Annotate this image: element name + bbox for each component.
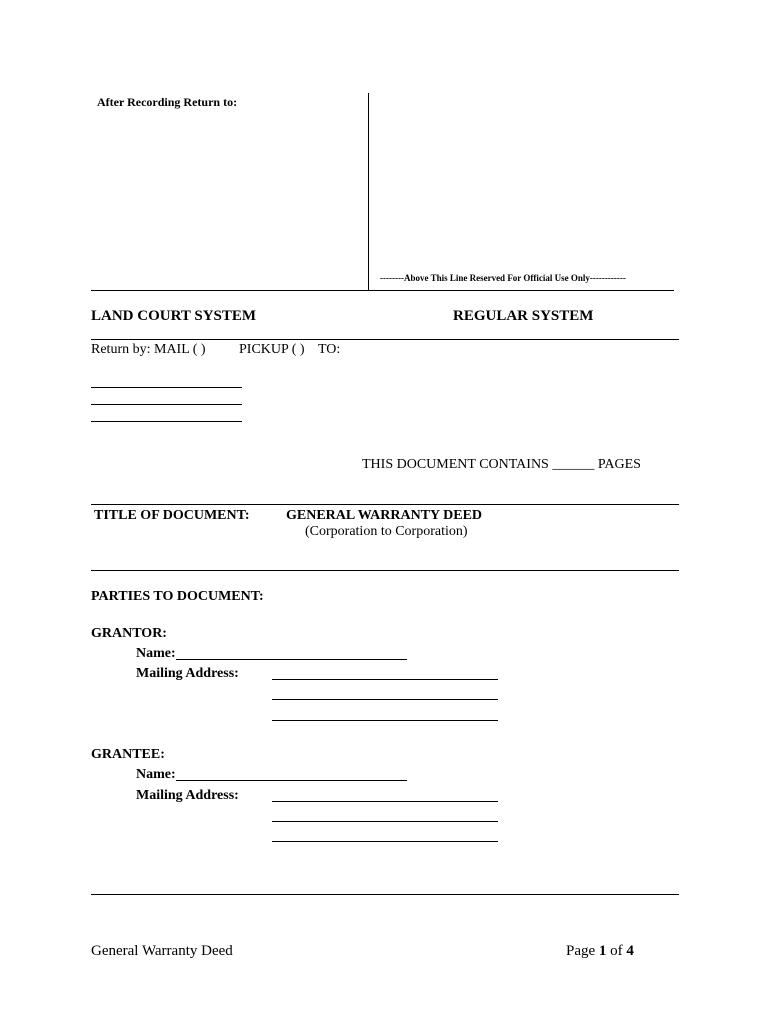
title-bottom-divider [91,570,679,571]
systems-divider [91,339,679,340]
parties-bottom-divider [91,894,679,895]
document-title: GENERAL WARRANTY DEED [286,508,483,523]
parties-heading: PARTIES TO DOCUMENT: [91,589,264,604]
return-by-pickup-label: PICKUP ( ) [239,342,305,357]
page-of: of [610,943,623,959]
grantor-address-line-3[interactable] [272,720,498,721]
footer-document-title: General Warranty Deed [91,943,233,959]
after-recording-return-label: After Recording Return to: [97,95,238,109]
recording-box-divider [368,93,369,290]
grantor-name-label: Name: [136,646,176,661]
grantee-name-label: Name: [136,767,176,782]
document-page-count-line: THIS DOCUMENT CONTAINS ______ PAGES [362,457,641,472]
page-total: 4 [626,943,634,959]
land-court-system-label: LAND COURT SYSTEM [91,308,257,324]
grantor-name-field[interactable] [176,659,407,660]
return-by-mail-label: Return by: MAIL ( ) [91,342,206,357]
return-by-to-label: TO: [318,342,341,357]
footer-page-number [566,943,634,960]
grantee-address-line-1[interactable] [272,801,498,802]
grantee-address-line-3[interactable] [272,841,498,842]
return-address-line-1[interactable] [91,387,242,388]
grantor-address-line-1[interactable] [272,679,498,680]
grantee-mailing-address-label: Mailing Address: [136,788,239,803]
grantee-name-field[interactable] [176,780,407,781]
title-of-document-label: TITLE OF DOCUMENT: [94,508,250,523]
page-current: 1 [598,943,607,959]
grantor-address-line-2[interactable] [272,699,498,700]
page-prefix: Page [566,943,596,959]
grantor-mailing-address-label: Mailing Address: [136,666,239,681]
title-top-divider [91,504,679,505]
official-use-note: --------Above This Line Reserved For Official Use Only------------ [380,273,626,283]
return-address-line-3[interactable] [91,421,242,422]
regular-system-label: REGULAR SYSTEM [453,308,594,324]
grantee-label: GRANTEE: [91,747,165,762]
grantee-address-line-2[interactable] [272,821,498,822]
recording-box-bottom-left [91,290,369,291]
recording-box-bottom-right [369,290,674,291]
grantor-label: GRANTOR: [91,626,167,641]
document-subtitle: (Corporation to Corporation) [305,524,468,539]
return-address-line-2[interactable] [91,404,242,405]
